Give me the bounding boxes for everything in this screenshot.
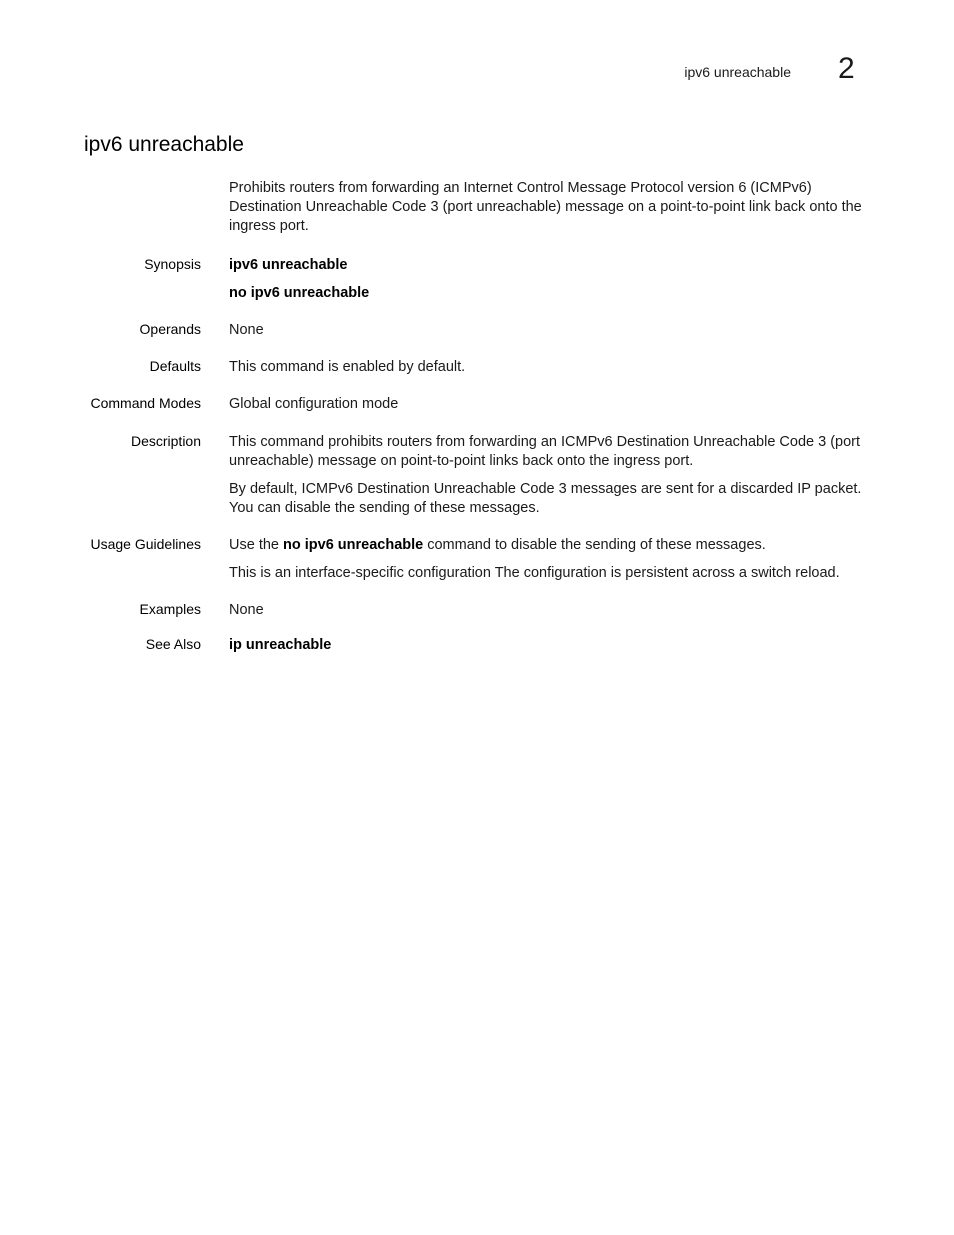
command-modes-label: Command Modes	[90, 395, 201, 411]
synopsis-body	[229, 256, 874, 303]
usage-text-before: Use the	[229, 537, 283, 553]
synopsis-line-1: ipv6 unreachable	[229, 257, 348, 273]
usage-guidelines-label: Usage Guidelines	[90, 536, 201, 552]
see-also-label: See Also	[145, 636, 201, 652]
description-paragraph-1: This command prohibits routers from forwarding an ICMPv6 Destination Unreachable Code 3 (port unreachable) message on point-to-point links back onto the ingress port.	[229, 434, 861, 469]
usage-guidelines-body	[229, 536, 874, 583]
intro-text: Prohibits routers from forwarding an Internet Control Message Protocol version 6 (ICMPv6) Destination Unreachable Code 3 (port unreachable) message on a point-to-point link back onto the ingress port.	[229, 180, 862, 234]
command-modes-text: Global configuration mode	[229, 396, 399, 412]
description-body	[229, 433, 874, 518]
description-label: Description	[130, 433, 201, 449]
synopsis-line-2: no ipv6 unreachable	[229, 285, 370, 301]
usage-text-after: command to disable the sending of these messages.	[423, 537, 766, 553]
description-paragraph-2: By default, ICMPv6 Destination Unreachable Code 3 messages are sent for a discarded IP packet. You can disable the sending of these messages.	[229, 481, 862, 516]
defaults-label: Defaults	[149, 358, 201, 374]
operands-text: None	[229, 322, 264, 338]
defaults-text: This command is enabled by default.	[229, 359, 466, 375]
examples-label: Examples	[139, 601, 201, 617]
usage-guidelines-paragraph-1	[229, 536, 874, 555]
usage-guidelines-paragraph-2: This is an interface-specific configuration The configuration is persistent across a switch reload.	[229, 565, 840, 581]
page-title: ipv6 unreachable	[84, 133, 244, 156]
operands-label: Operands	[139, 321, 201, 337]
see-also-link[interactable]: ip unreachable	[229, 637, 332, 653]
chapter-number: 2	[838, 52, 855, 85]
running-title: ipv6 unreachable	[684, 64, 791, 80]
synopsis-label: Synopsis	[144, 256, 201, 272]
examples-text: None	[229, 602, 264, 618]
usage-command: no ipv6 unreachable	[283, 537, 424, 553]
